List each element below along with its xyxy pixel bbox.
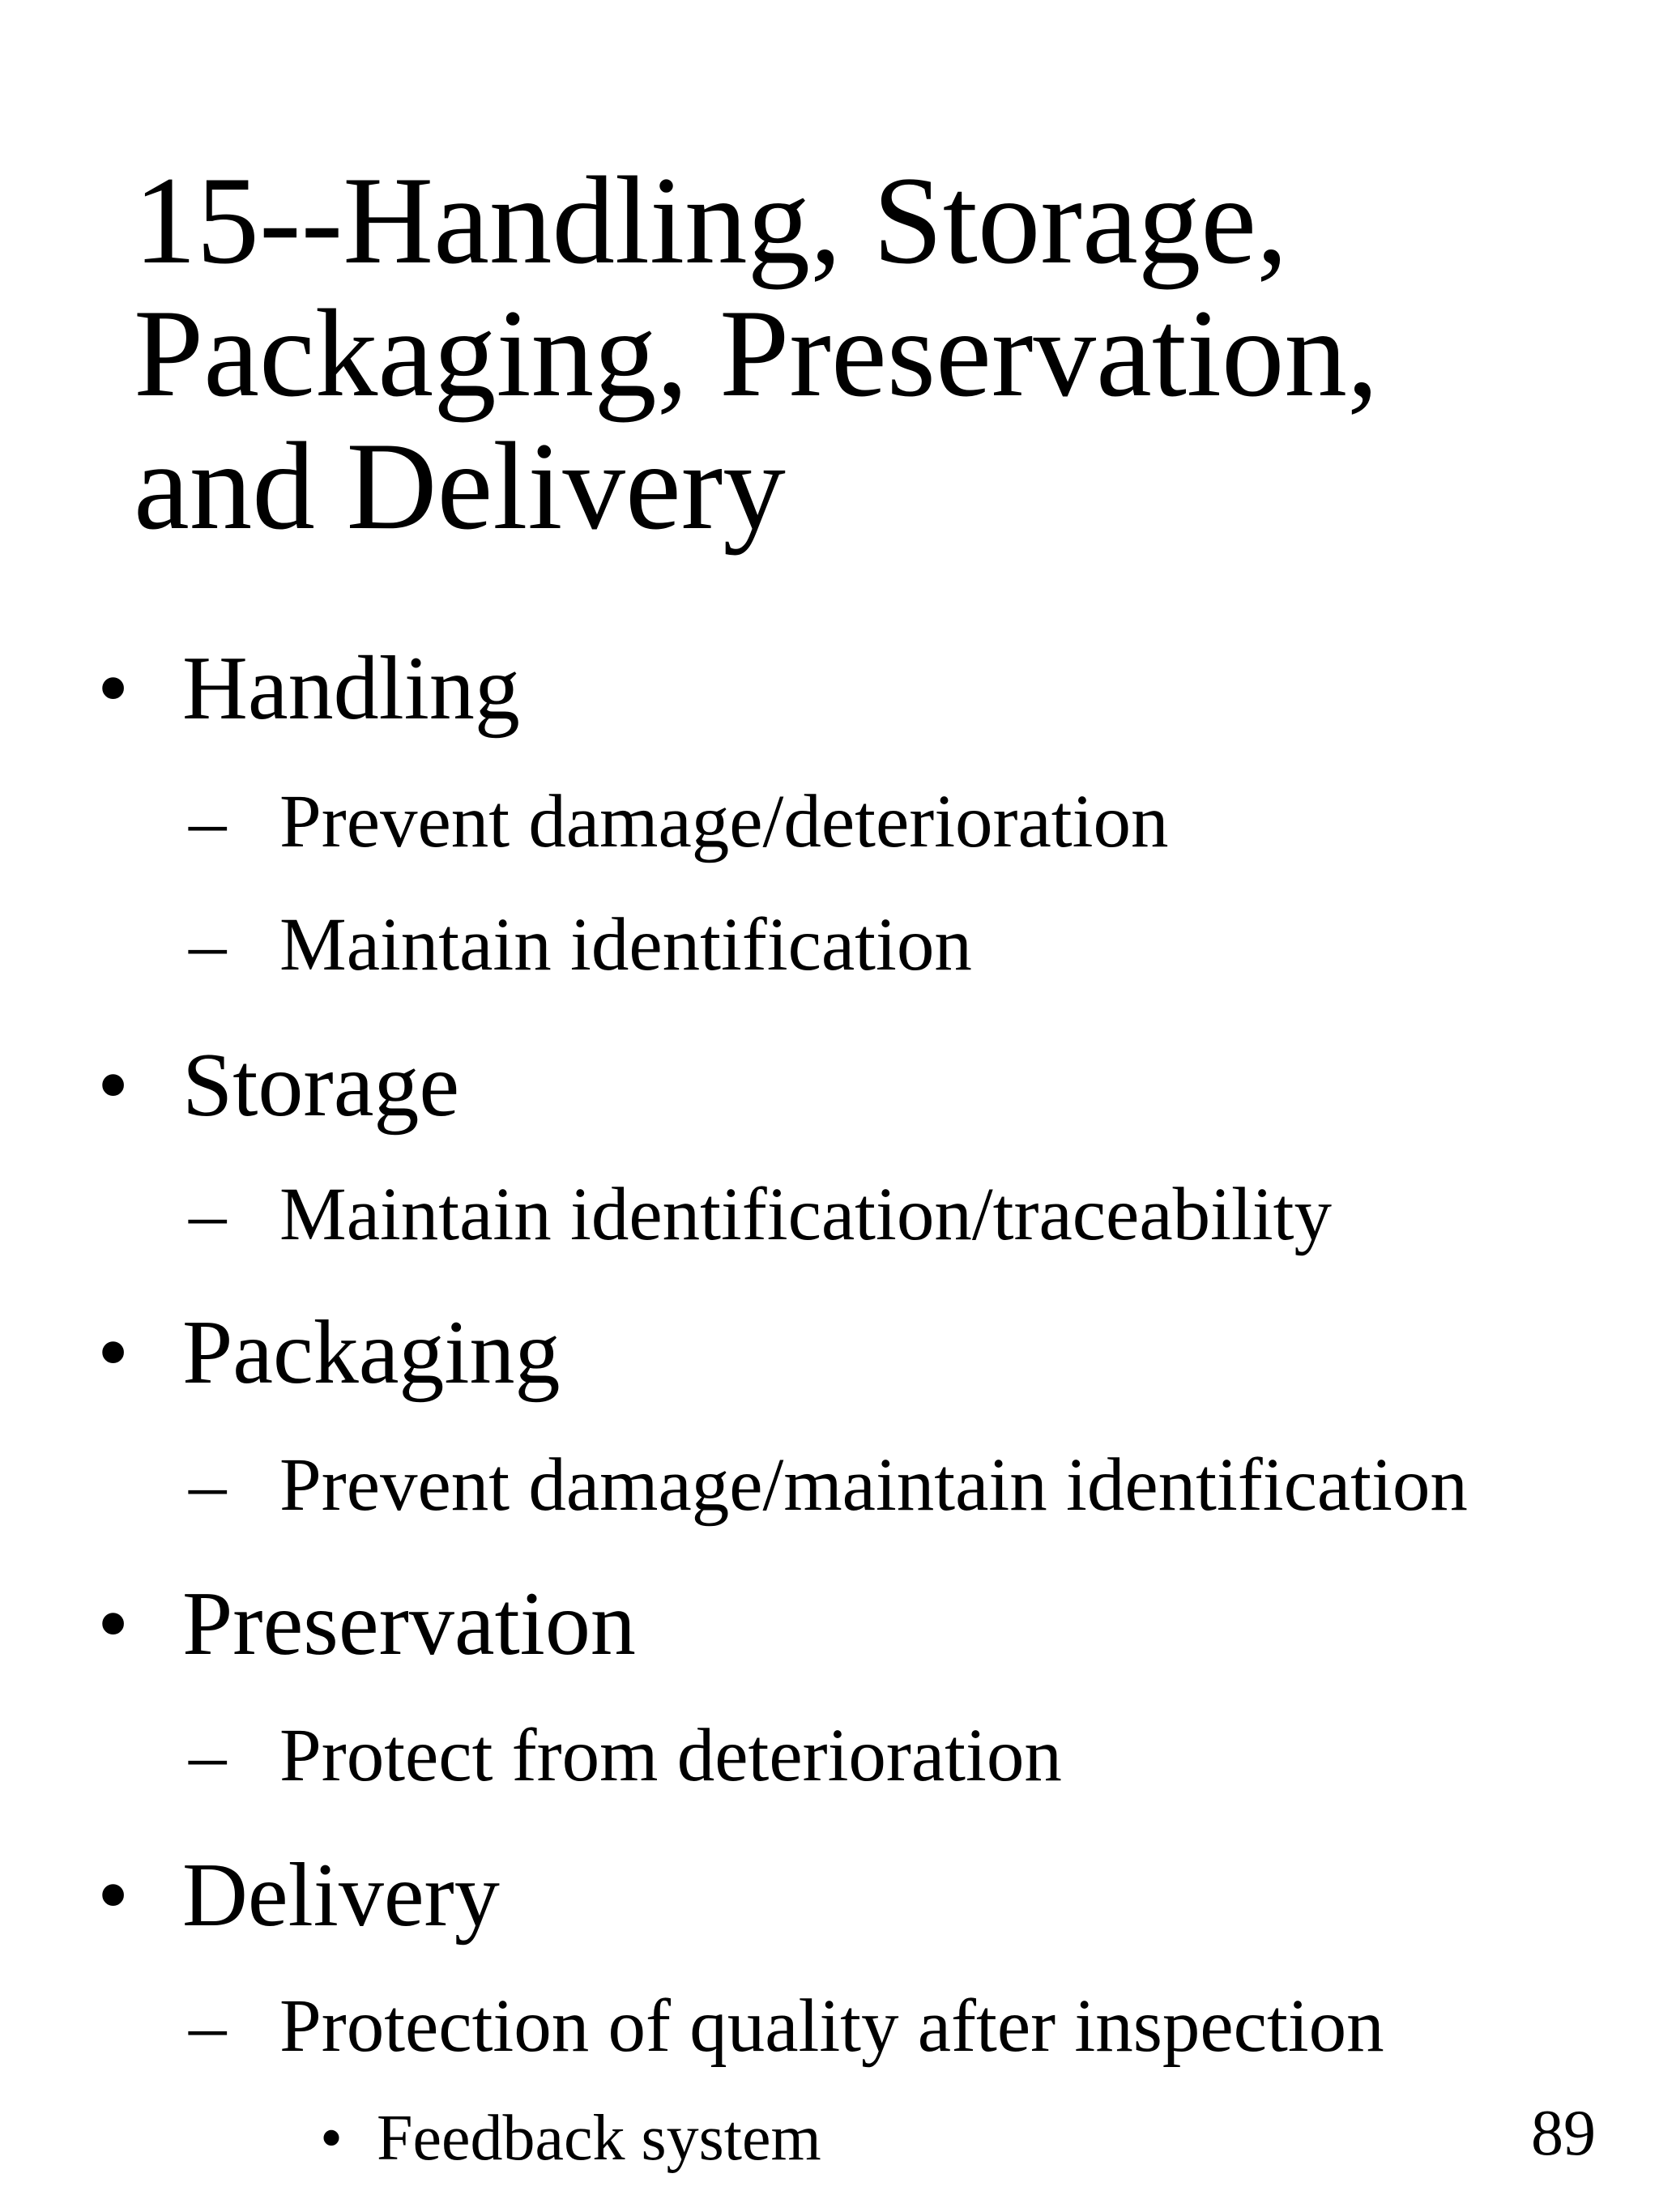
bullet-item-storage xyxy=(97,1037,459,1134)
bullet-item-preservation xyxy=(97,1575,636,1673)
dash-marker: – xyxy=(189,1443,227,1527)
title-line: Packaging, Preservation, xyxy=(134,283,1379,423)
bullet-heading: Preservation xyxy=(182,1574,636,1674)
sub-item-text: Protection of quality after inspection xyxy=(279,1984,1384,2068)
page-number: 89 xyxy=(1531,2098,1596,2169)
slide-title xyxy=(134,151,1632,556)
bullet-heading: Packaging xyxy=(182,1302,561,1403)
sub-sub-item xyxy=(320,2103,821,2174)
bullet-marker: • xyxy=(97,1302,130,1403)
sub-item xyxy=(189,1174,1332,1255)
bullet-heading: Storage xyxy=(182,1035,460,1136)
bullet-marker: • xyxy=(97,1574,130,1674)
sub-item-text: Prevent damage/maintain identification xyxy=(279,1443,1468,1527)
dash-marker: – xyxy=(189,1984,227,2068)
bullet-heading: Handling xyxy=(182,638,520,739)
sub-item-text: Prevent damage/deterioration xyxy=(279,780,1169,863)
bullet-marker: • xyxy=(97,1035,130,1136)
dash-marker: – xyxy=(189,903,227,987)
title-line: and Delivery xyxy=(134,416,786,556)
sub-item xyxy=(189,905,972,986)
dash-marker: – xyxy=(189,780,227,863)
bullet-item-handling xyxy=(97,640,520,737)
sub-item-text: Maintain identification xyxy=(279,903,972,987)
sub-item xyxy=(189,1986,1384,2067)
sub-sub-item-text: Feedback system xyxy=(377,2103,821,2174)
bullet-marker: • xyxy=(320,2103,343,2174)
sub-item xyxy=(189,1445,1468,1526)
sub-item-text: Maintain identification/traceability xyxy=(279,1173,1332,1256)
bullet-marker: • xyxy=(97,1845,130,1946)
dash-marker: – xyxy=(189,1173,227,1256)
bullet-item-packaging xyxy=(97,1304,561,1401)
bullet-marker: • xyxy=(97,638,130,739)
bullet-item-delivery xyxy=(97,1847,500,1944)
title-line: 15--Handling, Storage, xyxy=(134,151,1288,290)
sub-item-text: Protect from deterioration xyxy=(279,1714,1062,1797)
bullet-heading: Delivery xyxy=(182,1845,500,1946)
dash-marker: – xyxy=(189,1714,227,1797)
sub-item xyxy=(189,782,1168,863)
sub-item xyxy=(189,1715,1062,1796)
